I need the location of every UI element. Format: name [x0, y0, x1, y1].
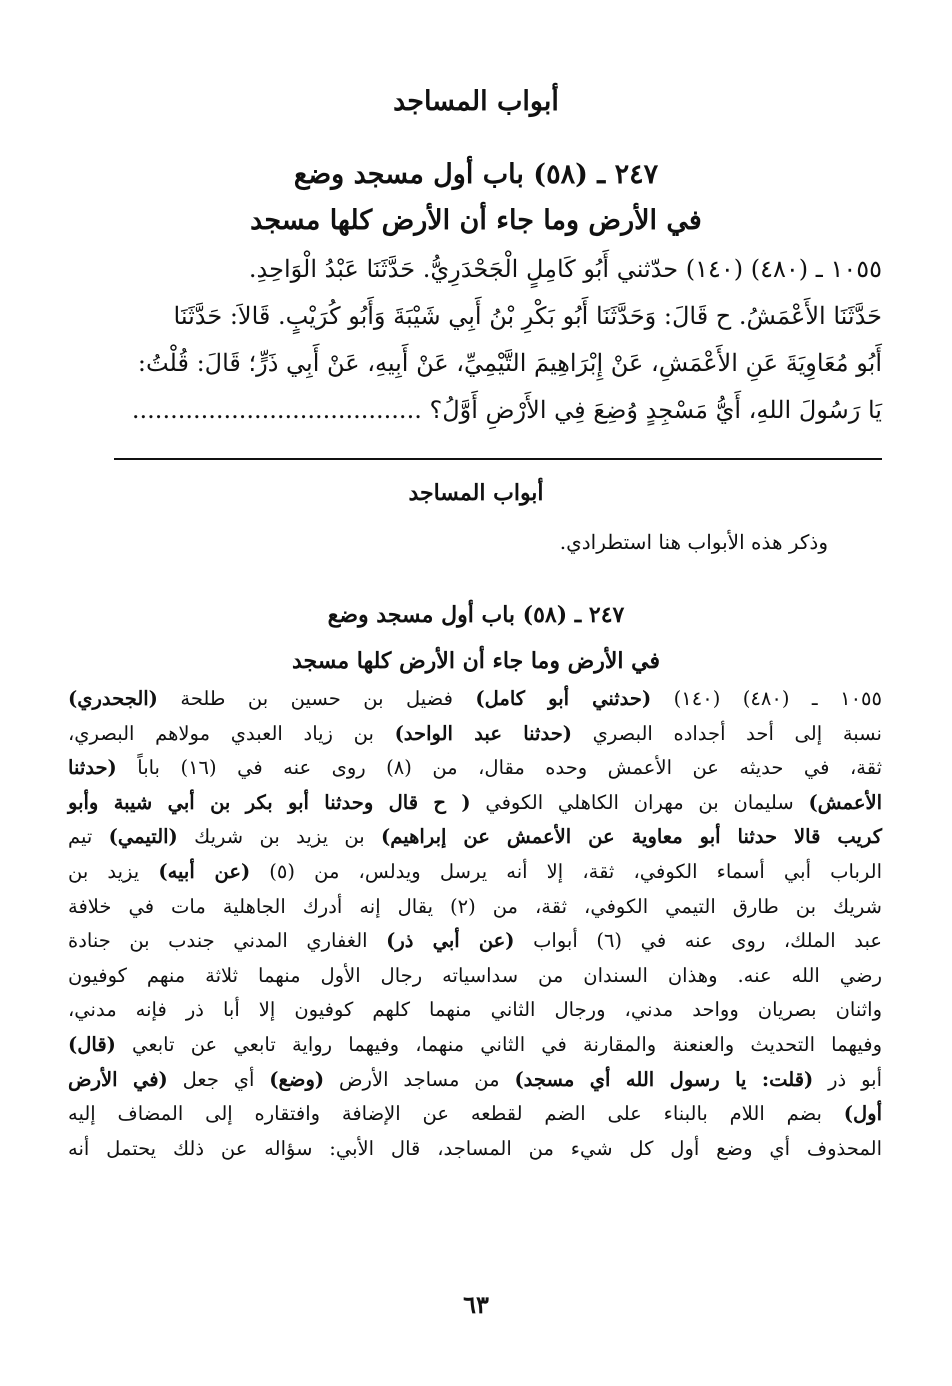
commentary-quoted-text: (حدثني أبو كامل) — [475, 687, 652, 710]
commentary-line — [68, 717, 882, 752]
commentary-text — [68, 682, 882, 1166]
commentary-run: ١٠٥٥ ـ (٤٨٠) (١٤٠) — [651, 687, 883, 710]
commentary-line — [68, 1097, 882, 1132]
commentary-run: سليمان بن مهران الكاهلي الكوفي — [470, 790, 809, 814]
commentary-quoted-text: (عن أبي ذر) — [386, 929, 515, 953]
hadith-line: ١٠٥٥ ـ (٤٨٠) (١٤٠) حدّثني أَبُو كَامِلٍ الْجَحْدَرِيُّ. حَدَّثَنَا عَبْدُ الْوَاحِدِ. — [248, 255, 882, 283]
hadith-line: حَدَّثَنَا الأَعْمَشُ. ح قَالَ: وَحَدَّثَنَا أَبُو بَكْرِ بْنُ أَبِي شَيْبَةَ وَأَبُو كُرَيْبٍ. قَالاَ: حَدَّثَنَا — [173, 302, 882, 330]
commentary-line — [68, 1028, 882, 1063]
commentary-run: نسبة إلى أحد أجداده البصري — [571, 721, 882, 745]
hadith-line: يَا رَسُولَ اللهِ، أَيُّ مَسْجِدٍ وُضِعَ فِي الأَرْضِ أَوَّلُ؟ — [429, 396, 882, 424]
commentary-run: المحذوف أي وضع أول كل شيء من المساجد، قال الأبي: سؤاله عن ذلك يحتمل أنه — [68, 1136, 882, 1160]
commentary-quoted-text: (حدثنا — [68, 756, 117, 780]
commentary-quoted-text: (قال) — [68, 1032, 116, 1056]
chapter-heading — [0, 152, 952, 244]
commentary-chapter-line-2: في الأرض وما جاء أن الأرض كلها مسجد — [291, 648, 661, 674]
commentary-line — [68, 959, 882, 994]
commentary-run: رضي الله عنه. وهذان السندان من سداسياته رجال الأول منهما ثلاثة منهم كوفيون — [68, 963, 882, 987]
commentary-line — [68, 682, 882, 717]
commentary-line — [68, 855, 882, 890]
commentary-run: بن زياد العبدي مولاهم البصري، — [68, 721, 395, 745]
commentary-quoted-text: أول) — [843, 1102, 882, 1126]
commentary-line — [68, 993, 882, 1028]
commentary-run: من مساجد الأرض — [324, 1067, 515, 1091]
commentary-run: واثنان بصريان وواحد مدني، ورجال الثاني منهما كلهم كوفيون إلا أبا ذر فإنه مدني، — [68, 998, 882, 1022]
commentary-line — [68, 890, 882, 925]
commentary-quoted-text: (حدثنا عبد الواحد) — [394, 721, 572, 745]
commentary-note: وذكر هذه الأبواب هنا استطرادي. — [559, 530, 828, 554]
commentary-run: بن يزيد بن شريك — [177, 825, 382, 849]
commentary-title: أبواب المساجد — [408, 480, 544, 506]
commentary-run: أي جعل — [167, 1067, 270, 1091]
footnote-divider — [114, 458, 882, 460]
commentary-quoted-text: (قلت: يا رسول الله أي مسجد) — [514, 1067, 814, 1091]
commentary-run: فضيل بن حسين بن طلحة — [157, 687, 476, 710]
commentary-line — [68, 1063, 882, 1098]
commentary-quoted-text: (وضع) — [269, 1067, 325, 1091]
hadith-line-last — [62, 387, 882, 434]
commentary-quoted-text: (التيمي) — [108, 825, 178, 849]
hadith-line: أَبُو مُعَاوِيَةَ عَنِ الأَعْمَشِ، عَنْ إِبْرَاهِيمَ التَّيْمِيِّ، عَنْ أَبِيهِ، عَنْ أَبِي ذَرٍّ؛ قَالَ: قُلْتُ: — [137, 349, 882, 377]
section-title: أبواب المساجد — [393, 86, 559, 117]
commentary-quoted-text: الأعمش) — [808, 790, 882, 814]
commentary-quoted-text: (عن أبيه) — [158, 859, 251, 883]
commentary-run: يزيد بن — [68, 859, 159, 883]
chapter-heading-line-1: ٢٤٧ ـ (٥٨) باب أول مسجد وضع — [293, 159, 659, 190]
commentary-run: أبو ذر — [813, 1067, 883, 1091]
commentary-run: ثقة، في حديثه عن الأعمش وحده مقال، من (٨) روى عنه في (١٦) باباً — [116, 756, 883, 780]
commentary-quoted-text: (الجحدري) — [68, 687, 158, 710]
chapter-heading-line-2: في الأرض وما جاء أن الأرض كلها مسجد — [250, 205, 702, 236]
commentary-chapter-line-1: ٢٤٧ ـ (٥٨) باب أول مسجد وضع — [327, 602, 625, 628]
commentary-run: الرباب أبي أسماء الكوفي، ثقة، إلا أنه يرسل ويدلس، من (٥) — [250, 859, 882, 883]
commentary-line — [68, 924, 882, 959]
commentary-quoted-text: (في الأرض — [68, 1067, 168, 1091]
commentary-quoted-text: ( ح قال وحدثنا أبو بكر بن أبي شيبة وأبو — [68, 790, 471, 814]
commentary-run: شريك بن طارق التيمي الكوفي، ثقة، من (٢) يقال إنه أدرك الجاهلية مات في خلافة — [68, 894, 882, 918]
commentary-quoted-text: كريب قالا حدثنا أبو معاوية عن الأعمش عن إبراهيم) — [381, 825, 882, 849]
commentary-run: عبد الملك، روى عنه في (٦) أبواب — [514, 929, 882, 953]
commentary-line — [68, 1132, 882, 1167]
hadith-dots: ...................................... — [131, 396, 422, 424]
commentary-run: بضم اللام بالبناء على الضم لقطعه عن الإضافة وافتقاره إلى المضاف إليه — [68, 1102, 844, 1126]
hadith-text — [62, 246, 882, 434]
commentary-line — [68, 820, 882, 855]
commentary-run: وفيهما التحديث والعنعنة والمقارنة في الثاني منهما، وفيهما رواية تابعي عن تابعي — [115, 1032, 882, 1056]
commentary-line — [68, 786, 882, 821]
commentary-run: الغفاري المدني جندب بن جنادة — [68, 929, 387, 953]
commentary-chapter-heading — [0, 592, 952, 684]
commentary-run: تيم — [68, 825, 109, 849]
commentary-line — [68, 751, 882, 786]
page-number: ٦٣ — [463, 1290, 489, 1319]
